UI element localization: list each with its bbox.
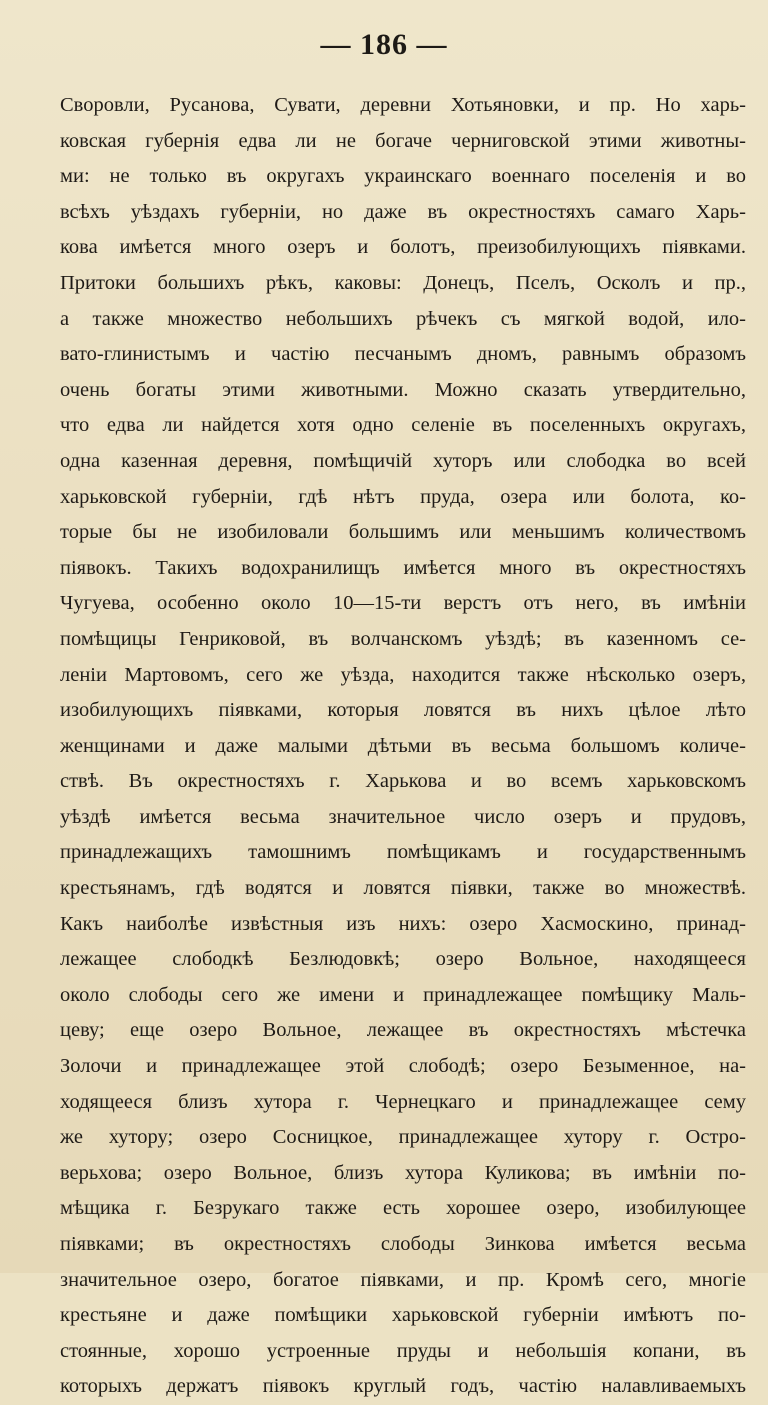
text-line: принадлежащихъ тамошнимъ помѣщикамъ и государственнымъ xyxy=(60,841,746,864)
text-line: значительное озеро, богатое піявками, и пр. Кромѣ сего, многіе xyxy=(60,1268,746,1291)
text-line: помѣщицы Генриковой, въ волчанскомъ уѣздѣ; въ казенномъ се- xyxy=(60,627,746,650)
text-line: же хутору; озеро Сосницкое, принадлежащее хутору г. Остро- xyxy=(60,1126,746,1149)
text-line: ствѣ. Въ окрестностяхъ г. Харькова и во всемъ харьковскомъ xyxy=(60,770,746,793)
text-line: ми: не только въ округахъ украинскаго военнаго поселенія и во xyxy=(60,165,746,188)
text-line: одна казенная деревня, помѣщичій хуторъ или слободка во всей xyxy=(60,449,746,472)
text-line: ходящееся близъ хутора г. Чернецкаго и принадлежащее сему xyxy=(60,1090,746,1113)
body-text xyxy=(60,88,746,1405)
text-line: крестьяне и даже помѣщики харьковской губерніи имѣютъ по- xyxy=(60,1304,746,1327)
text-line: крестьянамъ, гдѣ водятся и ловятся піявки, также во множествѣ. xyxy=(60,877,746,900)
text-line: вато-глинистымъ и частію песчанымъ дномъ, равнымъ образомъ xyxy=(60,343,746,366)
text-line: около слободы сего же имени и принадлежащее помѣщику Маль- xyxy=(60,983,746,1006)
text-line: женщинами и даже малыми дѣтьми въ весьма большомъ количе- xyxy=(60,734,746,757)
text-line: піявками; въ окрестностяхъ слободы Зинкова имѣется весьма xyxy=(60,1233,746,1255)
text-line: лежащее слободкѣ Безлюдовкѣ; озеро Вольное, находящееся xyxy=(60,948,746,971)
text-line: изобилующихъ піявками, которыя ловятся въ нихъ цѣлое лѣто xyxy=(60,699,746,722)
text-line: піявокъ. Такихъ водохранилищъ имѣется много въ окрестностяхъ xyxy=(60,556,746,579)
text-line: что едва ли найдется хотя одно селеніе въ поселенныхъ округахъ, xyxy=(60,414,746,437)
text-line: очень богаты этими животными. Можно сказать утвердительно, xyxy=(60,378,746,401)
text-line: ковская губернія едва ли не богаче черниговской этими животны- xyxy=(60,129,746,152)
text-line: верьхова; озеро Вольное, близъ хутора Куликова; въ имѣніи по- xyxy=(60,1161,746,1184)
text-line: Золочи и принадлежащее этой слободѣ; озеро Безыменное, на- xyxy=(60,1055,746,1078)
text-line: а также множество небольшихъ рѣчекъ съ мягкой водой, ило- xyxy=(60,307,746,330)
text-line: которыхъ держатъ піявокъ круглый годъ, частію налавливаемыхъ xyxy=(60,1375,746,1398)
text-line: всѣхъ уѣздахъ губерніи, но даже въ окрестностяхъ самаго Харь- xyxy=(60,200,746,223)
text-line: Какъ наиболѣе извѣстныя изъ нихъ: озеро Хасмоскино, принад- xyxy=(60,912,746,935)
text-line: стоянные, хорошо устроенные пруды и небольшія копани, въ xyxy=(60,1339,746,1362)
page-number: — 186 — xyxy=(320,28,448,61)
text-line: торые бы не изобиловали большимъ или меньшимъ количествомъ xyxy=(60,521,746,544)
text-line: Чугуева, особенно около 10—15-ти верстъ отъ него, въ имѣніи xyxy=(60,592,746,615)
text-line: харьковской губерніи, гдѣ нѣтъ пруда, озера или болота, ко- xyxy=(60,485,746,508)
text-line: леніи Мартовомъ, сего же уѣзда, находится также нѣсколько озеръ, xyxy=(60,663,746,686)
text-line: Своровли, Русанова, Сувати, деревни Хотьяновки, и пр. Но харь- xyxy=(60,94,746,116)
text-line: мѣщика г. Безрукаго также есть хорошее озеро, изобилующее xyxy=(60,1197,746,1220)
text-line: уѣздѣ имѣется весьма значительное число озеръ и прудовъ, xyxy=(60,805,746,828)
text-line: кова имѣется много озеръ и болотъ, преизобилующихъ піявками. xyxy=(60,236,746,259)
text-line: Притоки большихъ рѣкъ, каковы: Донецъ, Пселъ, Осколъ и пр., xyxy=(60,271,746,294)
text-line: цеву; еще озеро Вольное, лежащее въ окрестностяхъ мѣстечка xyxy=(60,1019,746,1042)
